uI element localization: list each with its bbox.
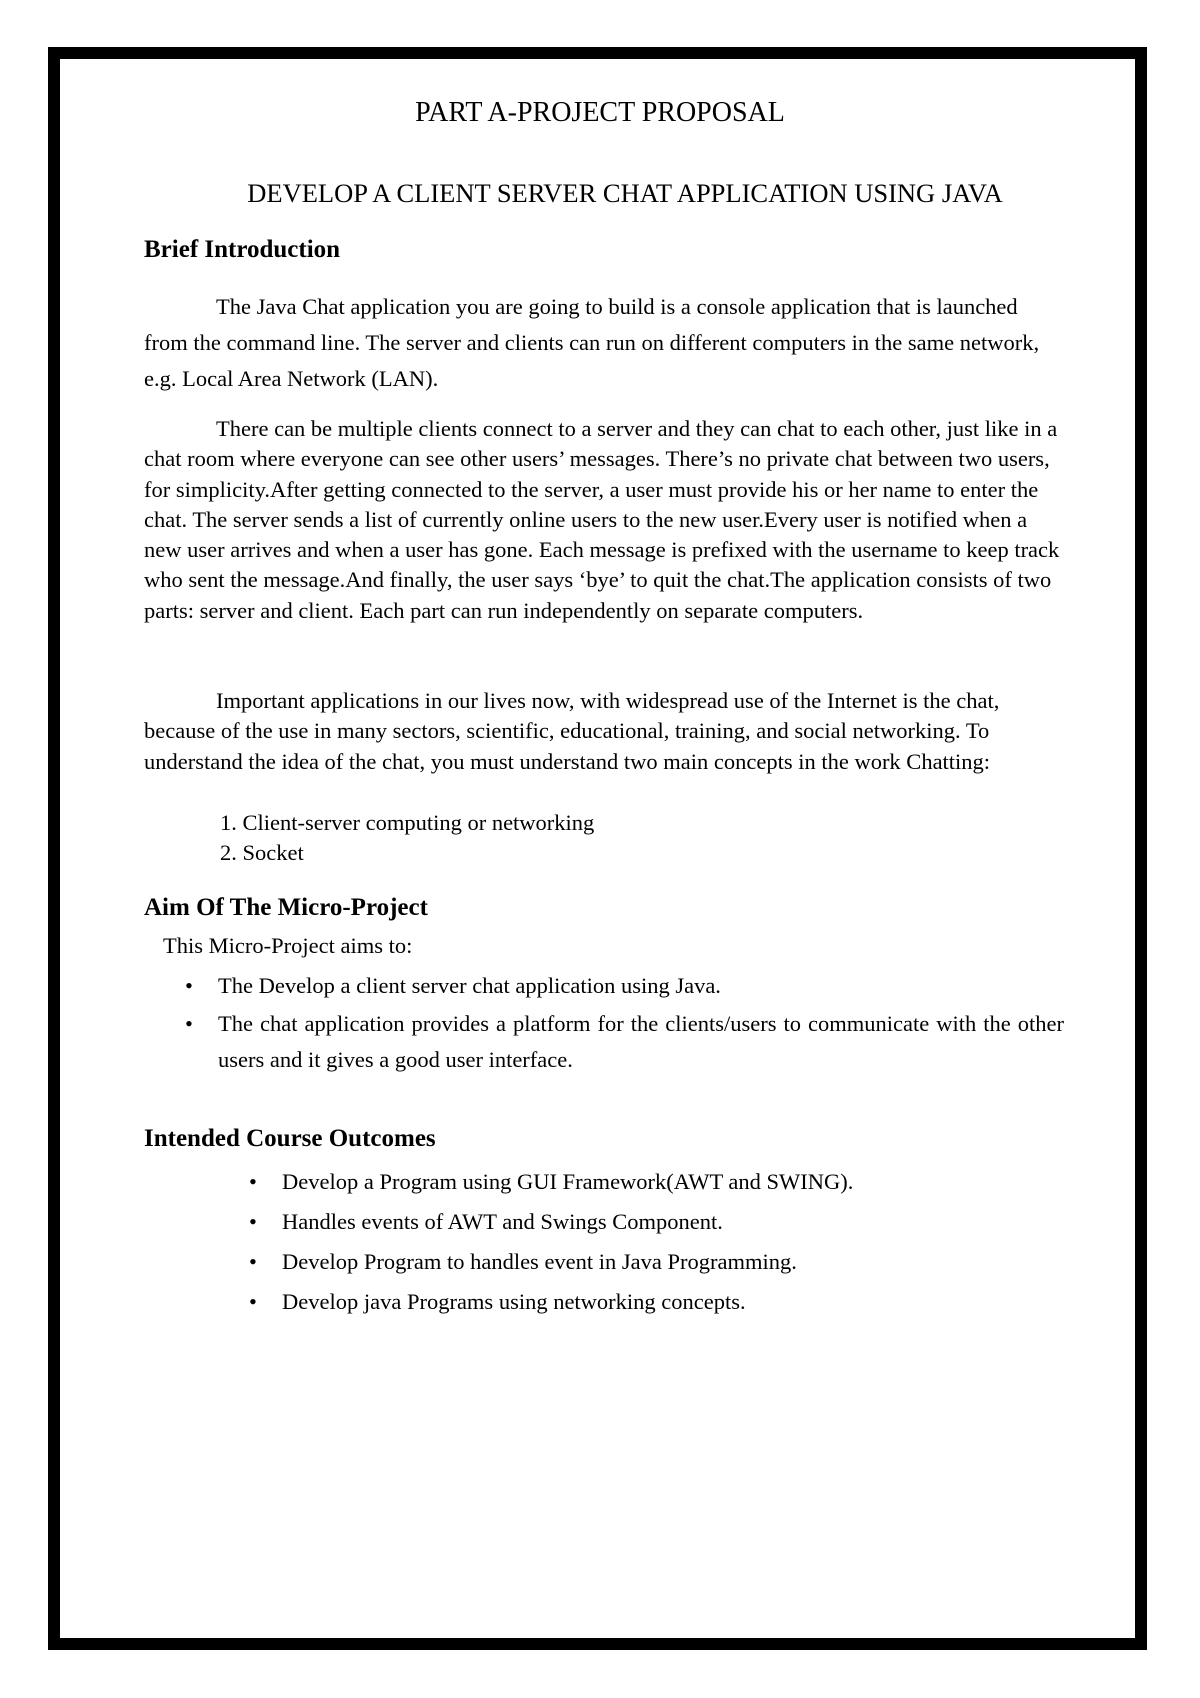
list-item [185, 1006, 1064, 1078]
intro-paragraph-3: Important applications in our lives now, with widespread use of the Internet is the chat, because of the use in many sectors, scientific, educational, training, and social networking. To understand the idea of the chat, you must understand two main concepts in the work Chatting: [144, 688, 1000, 774]
aim-bullet-list [185, 968, 1064, 1080]
intro-heading: Brief Introduction [144, 236, 341, 263]
project-subtitle: DEVELOP A CLIENT SERVER CHAT APPLICATION USING JAVA [247, 178, 1003, 208]
aim-heading: Aim Of The Micro-Project [144, 894, 428, 921]
outcomes-bullet-list [249, 1164, 854, 1324]
page-border [48, 47, 1147, 1650]
concepts-list [220, 808, 594, 868]
list-item: 1. Client-server computing or networking [220, 810, 595, 835]
aim-bullet-text: The chat application provides a platform for the clients/users to communicate with the other users and it gives a good user interface. [218, 1011, 1064, 1072]
outcome-bullet-text: Develop Program to handles event in Java Programming. [282, 1249, 797, 1274]
page-title: PART A-PROJECT PROPOSAL [415, 97, 785, 128]
aim-lead-text: This Micro-Project aims to: [163, 933, 413, 958]
list-item: 2. Socket [220, 840, 304, 865]
bullet-icon: • [249, 1289, 257, 1314]
outcomes-heading: Intended Course Outcomes [144, 1125, 436, 1152]
outcome-bullet-text: Handles events of AWT and Swings Component. [282, 1209, 723, 1234]
outcome-bullet-text: Develop a Program using GUI Framework(AWT and SWING). [282, 1169, 854, 1194]
outcome-bullet-text: Develop java Programs using networking concepts. [282, 1289, 746, 1314]
list-item [249, 1284, 853, 1320]
list-item [185, 968, 1064, 1004]
list-item [249, 1204, 853, 1240]
intro-paragraph-1: The Java Chat application you are going to build is a console application that is launched from the command line. The server and clients can run on different computers in the same network, e.g. Local Area Network (LAN). [144, 294, 1040, 391]
list-item [249, 1244, 853, 1280]
intro-paragraph-2: There can be multiple clients connect to a server and they can chat to each other, just like in a chat room where everyone can see other users’ messages. There’s no private chat between two users, for simplicity.After getting connected to the server, a user must provide his or her name to enter the chat. The server sends a list of currently online users to the new user.Every user is notified when a new user arrives and when a user has gone. Each message is prefixed with the username to keep track who sent the message.And finally, the user says ‘bye’ to quit the chat.The application consists of two parts: server and client. Each part can run independently on separate computers. [144, 416, 1060, 623]
bullet-icon: • [185, 973, 193, 998]
aim-bullet-text: The Develop a client server chat application using Java. [218, 973, 721, 998]
bullet-icon: • [249, 1169, 257, 1194]
list-item [249, 1164, 854, 1200]
bullet-icon: • [249, 1209, 257, 1234]
bullet-icon: • [249, 1249, 257, 1274]
bullet-icon: • [185, 1011, 193, 1036]
